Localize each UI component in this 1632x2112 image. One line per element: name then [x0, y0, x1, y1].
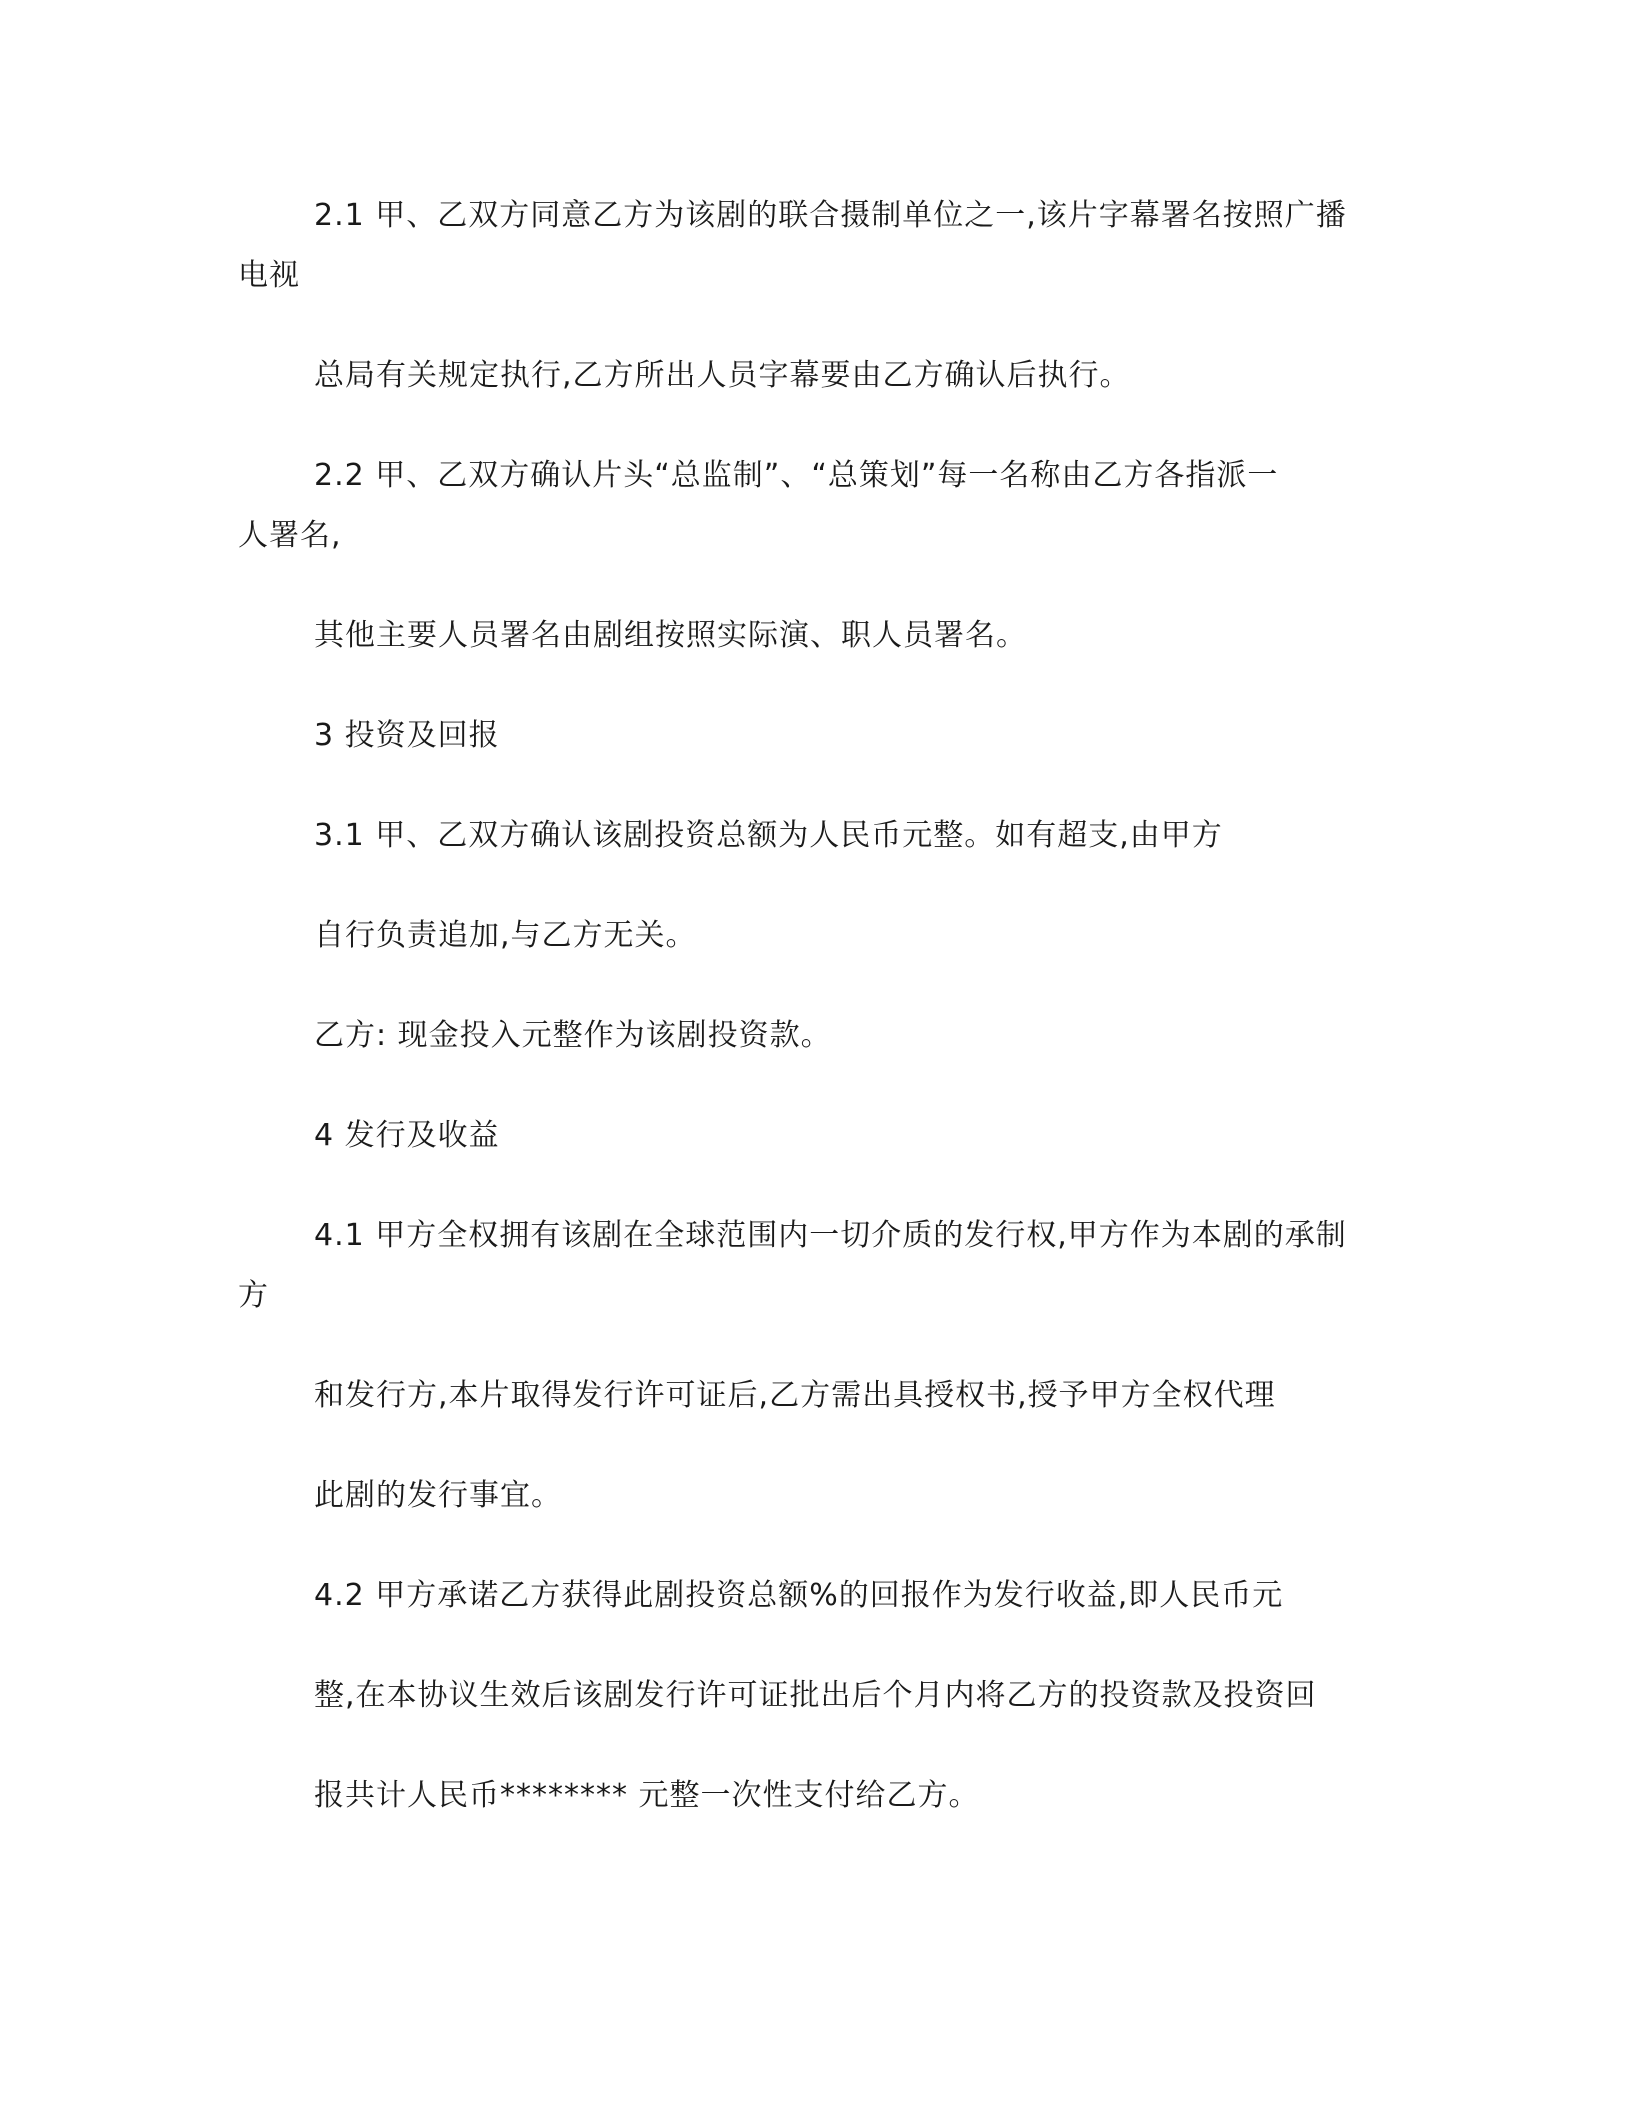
clause-2-2-line-2: 人署名,: [238, 518, 342, 553]
clause-4-1-line-3: 和发行方,本片取得发行许可证后,乙方需出具授权书,授予甲方全权代理: [314, 1378, 1276, 1413]
clause-4-1-line-4: 此剧的发行事宜。: [314, 1478, 562, 1513]
clause-3-1-line-1: 3.1 甲、乙双方确认该剧投资总额为人民币元整。如有超支,由甲方: [314, 818, 1223, 853]
clause-4-1-line-1: 4.1 甲方全权拥有该剧在全球范围内一切介质的发行权,甲方作为本剧的承制: [314, 1218, 1347, 1253]
clause-2-1-line-1: 2.1 甲、乙双方同意乙方为该剧的联合摄制单位之一,该片字幕署名按照广播: [314, 198, 1347, 233]
section-3-heading: 3 投资及回报: [314, 718, 500, 753]
clause-2-2-line-1: 2.2 甲、乙双方确认片头“总监制”、“总策划”每一名称由乙方各指派一: [314, 458, 1279, 493]
clause-3-1-line-3: 乙方: 现金投入元整作为该剧投资款。: [314, 1018, 832, 1053]
clause-2-1-line-3: 总局有关规定执行,乙方所出人员字幕要由乙方确认后执行。: [314, 358, 1131, 393]
clause-2-2-line-3: 其他主要人员署名由剧组按照实际演、职人员署名。: [314, 618, 1027, 653]
clause-4-2-line-1: 4.2 甲方承诺乙方获得此剧投资总额%的回报作为发行收益,即人民币元: [314, 1578, 1284, 1613]
clause-2-1-line-2: 电视: [238, 258, 300, 293]
clause-4-1-line-2: 方: [238, 1278, 269, 1313]
clause-4-2-line-2: 整,在本协议生效后该剧发行许可证批出后个月内将乙方的投资款及投资回: [314, 1678, 1317, 1713]
clause-3-1-line-2: 自行负责追加,与乙方无关。: [314, 918, 697, 953]
clause-4-2-line-3: 报共计人民币******** 元整一次性支付给乙方。: [314, 1778, 980, 1813]
section-4-heading: 4 发行及收益: [314, 1118, 500, 1153]
